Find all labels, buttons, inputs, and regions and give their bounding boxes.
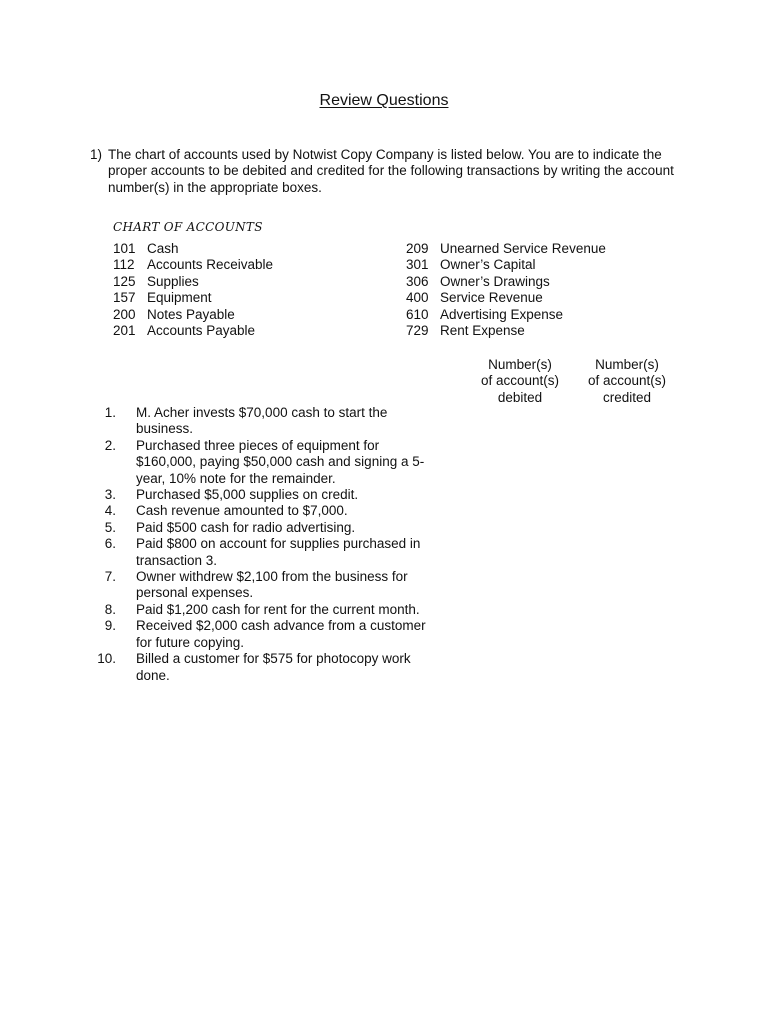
header-line: Number(s) <box>595 357 659 372</box>
account-code: 201 <box>113 322 136 338</box>
account-row <box>113 307 273 323</box>
account-code: 157 <box>113 290 136 306</box>
account-name: Notes Payable <box>147 306 235 322</box>
account-name: Owner’s Drawings <box>440 273 550 289</box>
transaction-list <box>90 405 426 684</box>
account-code: 306 <box>406 273 429 289</box>
transaction-text: Paid $500 cash for radio advertising. <box>136 519 356 535</box>
transaction-text: Paid $800 on account for supplies purchased in transaction 3. <box>136 536 421 568</box>
account-name: Advertising Expense <box>440 306 564 322</box>
header-line: credited <box>602 389 652 405</box>
account-code: 209 <box>406 241 429 256</box>
transaction-number: 9. <box>104 618 116 634</box>
account-row <box>406 274 606 290</box>
transaction-number: 10. <box>97 651 116 667</box>
question-intro <box>90 147 690 196</box>
account-row <box>113 274 273 290</box>
accounts-left-column <box>113 241 273 339</box>
account-name: Accounts Receivable <box>147 257 274 273</box>
transaction-number: 6. <box>104 536 116 552</box>
transaction-item <box>90 536 426 569</box>
transaction-item <box>90 651 426 684</box>
account-code: 729 <box>406 322 429 338</box>
header-line: debited <box>497 389 543 405</box>
account-code: 200 <box>113 306 136 322</box>
account-name: Unearned Service Revenue <box>440 241 606 256</box>
account-code: 125 <box>113 273 136 289</box>
account-code: 610 <box>406 306 429 322</box>
transaction-text: Purchased $5,000 supplies on credit. <box>136 487 359 503</box>
account-name: Cash <box>147 241 179 256</box>
account-row <box>406 257 606 273</box>
transaction-item <box>90 569 426 602</box>
transaction-item <box>90 503 426 519</box>
account-row <box>113 323 273 339</box>
account-code: 301 <box>406 257 429 273</box>
account-name: Owner’s Capital <box>440 257 536 273</box>
transaction-text: Billed a customer for $575 for photocopy work done. <box>136 651 411 683</box>
question-number: 1) <box>90 147 103 162</box>
accounts-right-column <box>406 241 606 339</box>
transaction-number: 4. <box>104 503 116 519</box>
transaction-item <box>90 438 426 487</box>
account-row <box>406 323 606 339</box>
transaction-item <box>90 405 426 438</box>
account-name: Accounts Payable <box>147 322 256 338</box>
account-row <box>406 290 606 306</box>
transaction-number: 3. <box>104 487 116 503</box>
account-code: 112 <box>113 257 135 273</box>
transaction-number: 1. <box>104 405 116 420</box>
transaction-item <box>90 602 426 618</box>
transaction-number: 5. <box>104 519 116 535</box>
account-row <box>113 257 273 273</box>
account-row <box>113 241 273 257</box>
transaction-number: 2. <box>104 437 116 453</box>
account-name: Supplies <box>147 273 199 289</box>
question-text: The chart of accounts used by Notwist Copy Company is listed below. You are to indicate the proper accounts to be debited and credited for the following transactions by writing the account number(s) in the appropriate boxes. <box>108 147 674 195</box>
transaction-number: 8. <box>104 601 116 617</box>
transaction-item <box>90 520 426 536</box>
account-code: 101 <box>113 241 136 256</box>
transaction-text: Purchased three pieces of equipment for $160,000, paying $50,000 cash and signing a 5-year, 10% note for the remainder. <box>136 437 425 486</box>
account-code: 400 <box>406 290 429 306</box>
header-line: of account(s) <box>587 373 667 389</box>
chart-of-accounts-heading: CHART OF ACCOUNTS <box>113 220 263 234</box>
transaction-item <box>90 618 426 651</box>
account-name: Equipment <box>147 290 212 306</box>
transaction-text: Cash revenue amounted to $7,000. <box>136 503 348 519</box>
transaction-item <box>90 487 426 503</box>
transaction-text: Owner withdrew $2,100 from the business for personal expenses. <box>136 569 408 601</box>
transaction-text: Received $2,000 cash advance from a customer for future copying. <box>136 618 426 650</box>
transaction-number: 7. <box>104 569 116 585</box>
account-name: Rent Expense <box>440 322 525 338</box>
header-line: of account(s) <box>480 373 560 389</box>
account-row <box>113 290 273 306</box>
header-line: Number(s) <box>488 357 552 372</box>
account-name: Service Revenue <box>440 290 543 306</box>
page-title: Review Questions <box>319 92 449 109</box>
credited-column-header <box>572 357 682 406</box>
debited-column-header <box>465 357 575 406</box>
transaction-text: Paid $1,200 cash for rent for the current month. <box>136 601 420 617</box>
account-row <box>406 307 606 323</box>
transaction-text: M. Acher invests $70,000 cash to start the business. <box>136 405 388 437</box>
account-row <box>406 241 606 257</box>
